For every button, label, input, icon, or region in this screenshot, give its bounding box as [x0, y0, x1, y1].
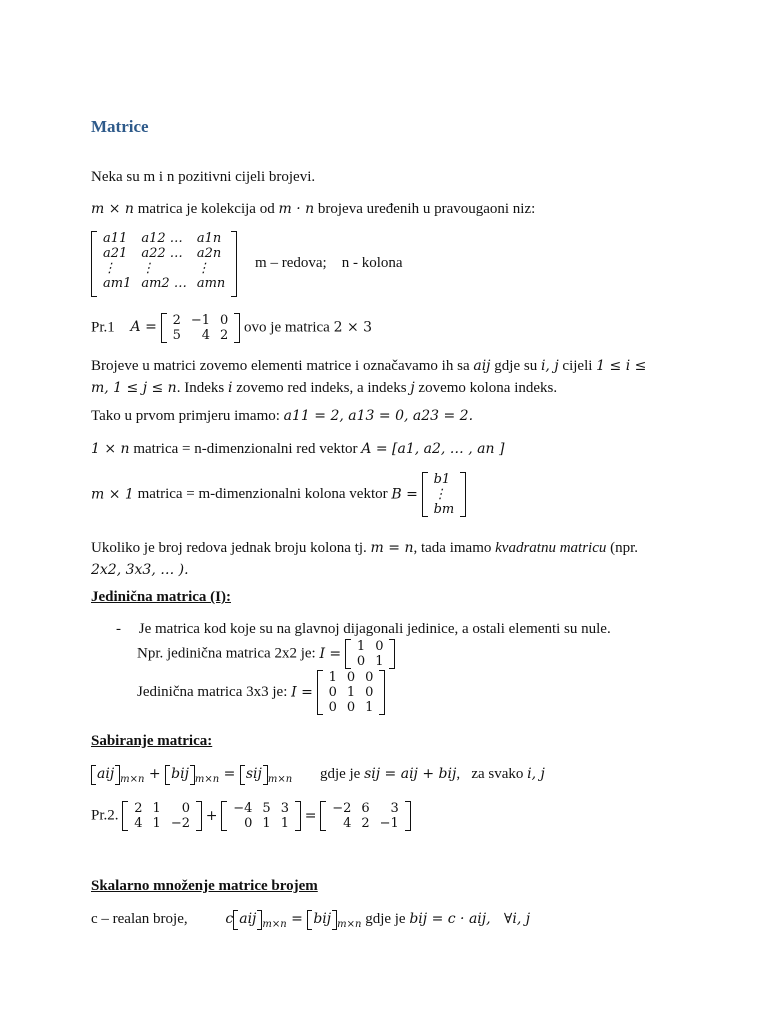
def-text-1: matrica je kolekcija od [133, 201, 279, 217]
matrix-cell: 1 [365, 700, 374, 715]
bracket-s: sij [240, 766, 268, 782]
matrix-cell: 0 [375, 639, 384, 654]
general-matrix [91, 231, 237, 297]
addition-text: gdje je [319, 766, 365, 782]
matrix-cell: 0 [328, 685, 337, 700]
scalar-bracket-a: aij [233, 911, 262, 927]
matrix-row [324, 700, 379, 715]
example-1-label: Pr.1 [91, 319, 115, 336]
matrix-cell: 1 [328, 670, 337, 685]
general-matrix-block [91, 231, 403, 297]
matrix-row [352, 654, 389, 669]
column-vector-lhs: B = [391, 486, 418, 503]
paragraph-row-vector [91, 441, 504, 458]
matrix-cell: a1n [196, 231, 222, 246]
example-2-matrix-c [320, 801, 411, 831]
square-text-2: , tada imamo [413, 540, 496, 556]
math-ineq-2: m, 1 ≤ j ≤ n [91, 380, 177, 396]
scalar-c: c [225, 911, 234, 927]
paragraph-square-matrix [91, 537, 638, 581]
scalar-equals: = [286, 911, 308, 927]
example-values-text: Tako u prvom primjeru imamo: [91, 408, 284, 424]
math-mx1: m × 1 [91, 486, 134, 503]
matrix-row [429, 502, 460, 517]
scalar-text-2: gdje je [361, 911, 410, 927]
matrix-cell: 0 [346, 670, 356, 685]
sub-mxn-a: m×n [120, 774, 145, 785]
example-2-matrix-b [221, 801, 301, 831]
example-2 [91, 801, 411, 831]
identity-3x3 [137, 670, 385, 715]
matrix-cell: 2 [172, 313, 181, 328]
bullet-dash: - [116, 621, 121, 637]
matrix-row [324, 670, 379, 685]
math-ineq-1: 1 ≤ i ≤ [596, 358, 647, 374]
example-1-table [168, 313, 234, 343]
example-1 [91, 313, 372, 343]
page-title: Matrice [91, 117, 149, 136]
matrix-row [98, 231, 230, 246]
heading-scalar-multiplication: Skalarno množenje matrice brojem [91, 878, 318, 894]
elements-text-3: cijeli [558, 358, 597, 374]
scalar-definition [91, 911, 530, 931]
example-2-matrix-a [122, 801, 202, 831]
identity-3x3-lhs: I = [291, 684, 313, 701]
math-i: i [227, 380, 233, 396]
example-2-table-c [327, 801, 404, 831]
elements-text-4: . Indeks [176, 380, 228, 396]
matrix-cell: −2 [332, 801, 352, 816]
bullet-text: Je matrica kod koje su na glavnoj dijagonali jedinice, a ostali elementi su nule. [138, 621, 611, 637]
identity-3x3-text: Jedinična matrica 3x3 je: [137, 683, 292, 700]
addition-definition [91, 766, 545, 786]
matrix-row [228, 816, 294, 831]
bracket-b: bij [165, 766, 195, 782]
matrix-cell: 1 [152, 801, 161, 816]
identity-3x3-matrix [317, 670, 386, 715]
matrix-cell: 0 [365, 685, 374, 700]
column-vector-table [429, 472, 460, 517]
matrix-row [129, 816, 195, 831]
bracket-a: aij [91, 766, 120, 782]
matrix-cell: bm [433, 502, 455, 517]
matrix-cell: 4 [343, 816, 352, 831]
square-examples: 2x2, 3x3, … ). [91, 562, 189, 578]
matrix-row [327, 816, 404, 831]
matrix-row [327, 801, 404, 816]
scalar-rule: bij = c · aij [409, 911, 487, 927]
matrix-cell: a22 … [141, 246, 183, 261]
row-vector-text: matrica = n-dimenzionalni red vektor [129, 441, 362, 457]
example-2-label: Pr.2. [91, 807, 119, 824]
paragraph-elements [91, 355, 671, 399]
matrix-cell: 0 [346, 700, 356, 715]
column-vector-matrix [422, 472, 467, 517]
matrix-row [98, 246, 230, 261]
matrix-row [129, 801, 195, 816]
scalar-sub-a: m×n [262, 919, 287, 930]
example-1-text: ovo je matrica [240, 319, 334, 336]
equals-sign: = [219, 766, 240, 782]
matrix-cell: 0 [365, 670, 374, 685]
identity-2x2-text: Npr. jedinična matrica 2x2 je: [137, 645, 320, 662]
def-text-2: brojeva uređenih u pravougaoni niz: [314, 201, 536, 217]
scalar-tail: , ∀i, j [486, 911, 531, 927]
math-j: j [410, 380, 415, 396]
math-m-dot-n: m · n [278, 201, 315, 217]
elements-text-6: zovemo kolona indeks. [414, 380, 558, 396]
matrix-row [429, 472, 460, 487]
row-vector-math: A = [a1, a2, … , an ] [361, 441, 505, 457]
heading-identity-matrix: Jedinična matrica (I): [91, 589, 231, 605]
matrix-cell: 3 [390, 801, 399, 816]
matrix-cell: a12 … [141, 231, 183, 246]
column-vector-text: matrica = m-dimenzionalni kolona vektor [133, 485, 392, 502]
matrix-cell: am1 [103, 276, 132, 291]
elements-text-2: gdje su [490, 358, 541, 374]
matrix-cell: 3 [280, 801, 289, 816]
example-1-dim: 2 × 3 [333, 319, 373, 336]
matrix-cell: a2n [196, 246, 222, 261]
math-mxn: m × n [91, 201, 134, 217]
identity-2x2-table [352, 639, 389, 669]
matrix-cell: a11 [103, 231, 128, 246]
identity-2x2 [137, 639, 395, 669]
square-italic: kvadratnu matricu [495, 540, 607, 556]
paragraph-example-values [91, 408, 473, 425]
math-ij: i, j [540, 358, 559, 374]
example-2-table-b [228, 801, 294, 831]
matrix-cell: 6 [361, 801, 370, 816]
matrix-row [352, 639, 389, 654]
matrix-cell: 5 [172, 328, 181, 343]
matrix-cell: 0 [328, 700, 337, 715]
elements-text-1: Brojeve u matrici zovemo elementi matrice i označavamo ih sa [91, 358, 474, 374]
bullet-identity-definition [116, 621, 611, 638]
matrix-cell: 0 [181, 801, 190, 816]
matrix-cell: 1 [262, 816, 271, 831]
matrix-cell: ⋮ [196, 261, 210, 276]
matrix-cell: amn [196, 276, 226, 291]
matrix-cell: ⋮ [103, 261, 116, 276]
scalar-bracket-b: bij [307, 911, 337, 927]
example-values-math: a11 = 2, a13 = 0, a23 = 2. [283, 408, 474, 424]
addition-ij: i, j [527, 766, 545, 782]
matrix-cell: ⋮ [433, 487, 447, 502]
matrix-cell: 4 [201, 328, 211, 343]
matrix-cell: ⋮ [141, 261, 155, 276]
paragraph-column-vector [91, 472, 466, 517]
matrix-cell: b1 [433, 472, 451, 487]
addition-tail: , za svako [456, 766, 528, 782]
elements-text-5: zovemo red indeks, a indeks [232, 380, 411, 396]
math-1xn: 1 × n [91, 441, 130, 457]
matrix-cell: 5 [262, 801, 271, 816]
matrix-cell: 1 [346, 685, 356, 700]
matrix-cell: a21 [103, 246, 128, 261]
matrix-cell: 2 [361, 816, 370, 831]
matrix-cell: 4 [134, 816, 143, 831]
matrix-cell: 2 [134, 801, 143, 816]
example-1-matrix [161, 313, 241, 343]
matrix-cell: am2 … [141, 276, 187, 291]
matrix-row [429, 487, 460, 502]
example-2-plus: + [205, 807, 218, 824]
matrix-row [324, 685, 379, 700]
scalar-text-1: c – realan broje, [91, 911, 188, 927]
identity-3x3-table [324, 670, 379, 715]
plus-sign: + [144, 766, 166, 782]
matrix-cell: 1 [280, 816, 289, 831]
general-matrix-caption: m – redova; n - kolona [255, 255, 403, 272]
sub-mxn-b: m×n [194, 774, 220, 785]
matrix-row [228, 801, 294, 816]
square-text-3: (npr. [606, 540, 639, 556]
matrix-cell: 0 [244, 816, 253, 831]
example-2-table-a [129, 801, 195, 831]
math-m-eq-n: m = n [370, 540, 414, 556]
matrix-cell: 1 [375, 654, 384, 669]
matrix-cell: −2 [170, 816, 190, 831]
matrix-row [168, 328, 234, 343]
example-1-lhs: A = [130, 319, 157, 336]
matrix-cell: 0 [356, 654, 366, 669]
paragraph-intro: Neka su m i n pozitivni cijeli brojevi. [91, 169, 316, 185]
paragraph-definition [91, 201, 535, 218]
identity-2x2-matrix [345, 639, 396, 669]
identity-2x2-lhs: I = [319, 645, 342, 662]
matrix-cell: 2 [220, 328, 229, 343]
example-2-equals: = [304, 807, 317, 824]
matrix-cell: −4 [233, 801, 253, 816]
matrix-cell: 1 [152, 816, 161, 831]
matrix-row [98, 276, 230, 291]
heading-matrix-addition: Sabiranje matrica: [91, 733, 213, 749]
matrix-row [98, 261, 230, 276]
math-aij: aij [473, 358, 491, 374]
sub-mxn-s: m×n [267, 774, 293, 785]
scalar-sub-b: m×n [337, 919, 362, 930]
addition-rule: sij = aij + bij [364, 766, 457, 782]
square-text-1: Ukoliko je broj redova jednak broju kolona tj. [91, 540, 371, 556]
matrix-cell: 0 [220, 313, 229, 328]
matrix-cell: −1 [190, 313, 211, 328]
matrix-row [168, 313, 234, 328]
general-matrix-table [98, 231, 230, 291]
matrix-cell: −1 [379, 816, 399, 831]
matrix-cell: 1 [356, 639, 366, 654]
